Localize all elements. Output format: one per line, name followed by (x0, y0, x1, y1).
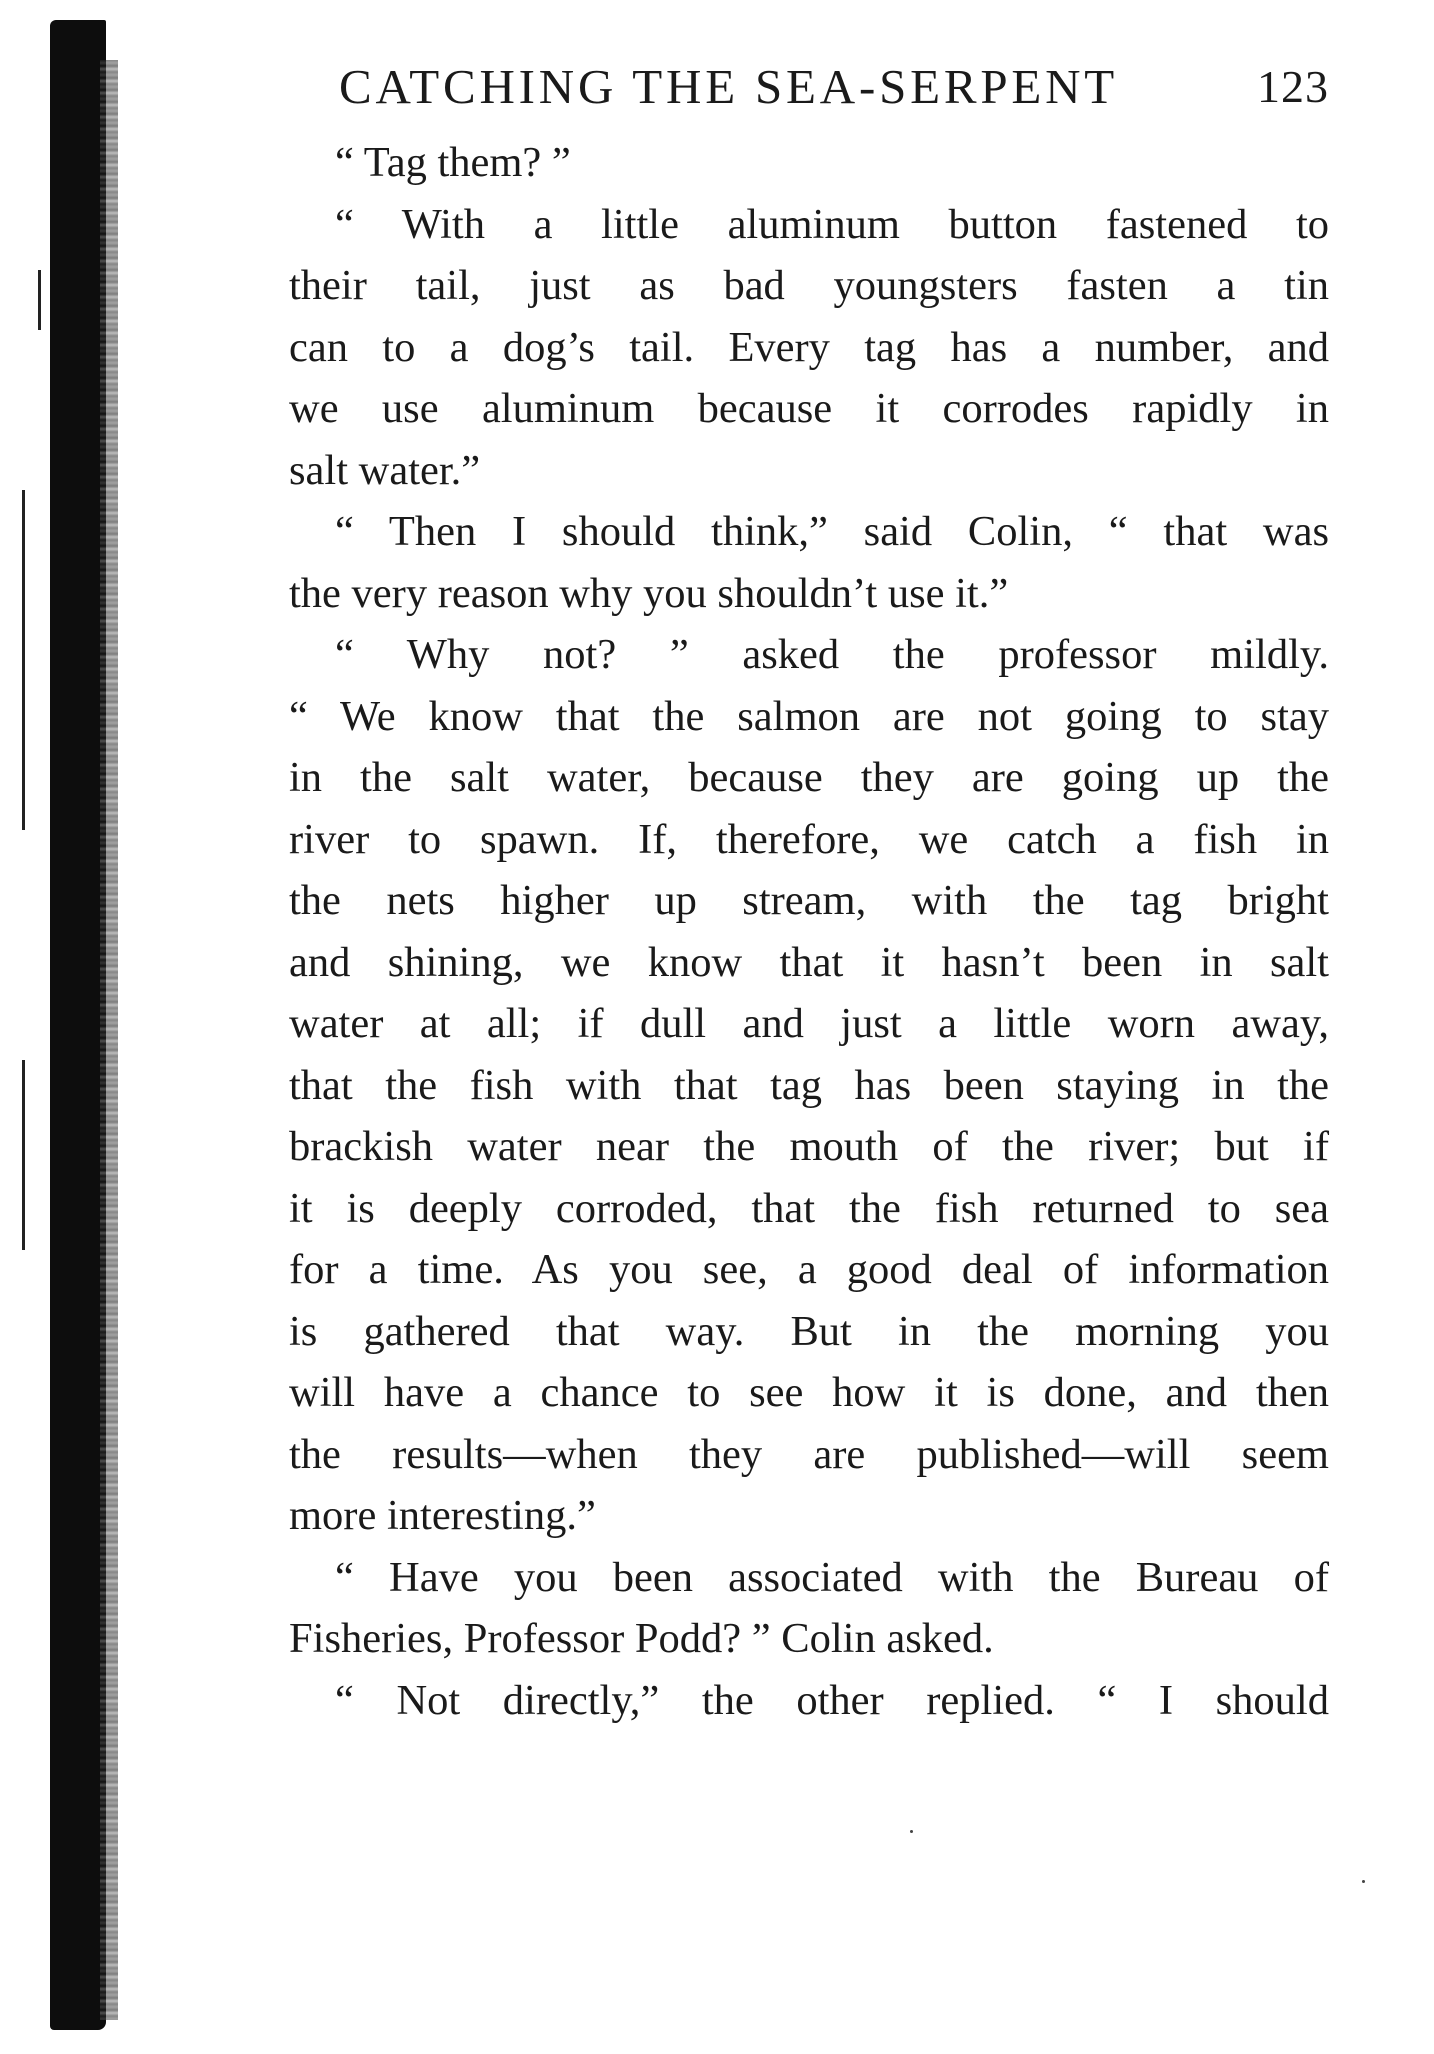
text-line: “ With a little aluminum button fastened to (335, 200, 1329, 248)
text-line: the results—when they are published—will seem (289, 1430, 1329, 1478)
text-line: in the salt water, because they are going up the (289, 754, 1329, 801)
binding-fragment (22, 1060, 25, 1250)
text-line: Fisheries, Professor Podd? ” Colin asked. (289, 1615, 994, 1662)
text-line: the very reason why you shouldn’t use it.” (289, 569, 1009, 617)
text-line: we use aluminum because it corrodes rapidly in (289, 385, 1329, 432)
text-line: brackish water near the mouth of the river; but if (289, 1123, 1329, 1170)
text-line: “ Tag them? ” (335, 139, 571, 186)
text-line: is gathered that way. But in the morning you (289, 1307, 1329, 1355)
text-line: for a time. As you see, a good deal of information (289, 1246, 1329, 1293)
text-line: “ Why not? ” asked the professor mildly. (335, 631, 1329, 678)
text-line: “ We know that the salmon are not going to stay (289, 692, 1329, 740)
scan-speck (1362, 1880, 1365, 1883)
binding-texture (100, 60, 118, 2020)
binding-fragment (38, 270, 41, 330)
running-title: CATCHING THE SEA-SERPENT (339, 59, 1119, 114)
text-line: their tail, just as bad youngsters fasten a tin (289, 262, 1329, 309)
page-header (339, 58, 1329, 114)
text-line: and shining, we know that it hasn’t been in salt (289, 938, 1329, 986)
text-line: “ Not directly,” the other replied. “ I should (335, 1676, 1329, 1724)
text-line: can to a dog’s tail. Every tag has a number, and (289, 323, 1329, 371)
scan-speck (910, 1830, 913, 1833)
text-line: more interesting.” (289, 1492, 596, 1539)
text-line: it is deeply corroded, that the fish returned to sea (289, 1184, 1329, 1232)
text-line: “ Then I should think,” said Colin, “ that was (335, 508, 1329, 555)
binding-shadow (50, 20, 106, 2030)
text-line: will have a chance to see how it is done, and then (289, 1369, 1329, 1416)
scanned-binding-edge (38, 20, 128, 2030)
page-number: 123 (1257, 61, 1329, 112)
text-line: that the fish with that tag has been staying in the (289, 1061, 1329, 1109)
text-line: the nets higher up stream, with the tag bright (289, 877, 1329, 924)
binding-fragment (22, 490, 25, 830)
text-line: “ Have you been associated with the Bureau of (335, 1553, 1329, 1601)
text-line: river to spawn. If, therefore, we catch a fish in (289, 815, 1329, 863)
body-text (289, 132, 1329, 1731)
text-line: salt water.” (289, 446, 481, 494)
text-line: water at all; if dull and just a little worn away, (289, 1000, 1329, 1047)
